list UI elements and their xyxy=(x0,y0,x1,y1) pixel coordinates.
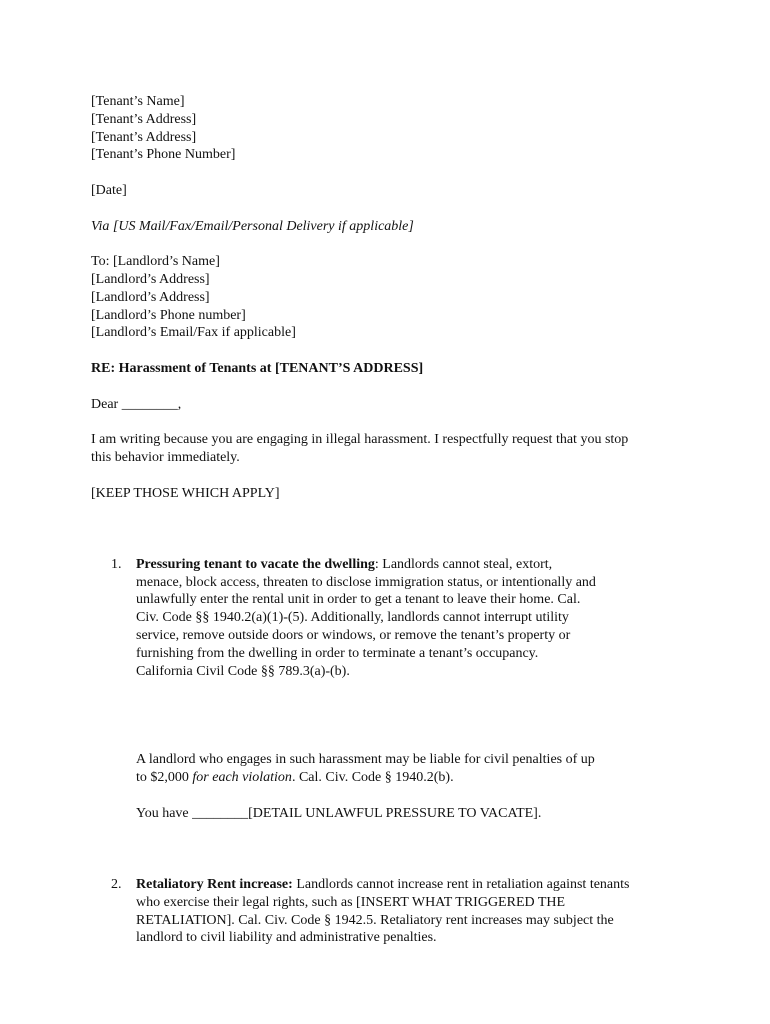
item-text-line: menace, block access, threaten to disclose immigration status, or intentionally and xyxy=(136,574,596,590)
letter-date: [Date] xyxy=(91,182,127,198)
item-text-line: who exercise their legal rights, such as [INSERT WHAT TRIGGERED THE xyxy=(136,894,566,910)
list-item-pressure-to-vacate xyxy=(91,556,681,681)
detail-paragraph xyxy=(91,805,656,823)
tenant-phone: [Tenant’s Phone Number] xyxy=(91,147,236,163)
salutation: Dear ________, xyxy=(91,396,182,412)
list-item-retaliatory-rent xyxy=(91,876,681,947)
intro-paragraph xyxy=(91,431,691,467)
penalty-paragraph xyxy=(91,751,656,787)
item-text-line: furnishing from the dwelling in order to terminate a tenant’s occupancy. xyxy=(136,645,539,661)
item-text: : Landlords cannot steal, extort, xyxy=(374,556,553,572)
landlord-address-line: [Landlord’s Address] xyxy=(91,289,210,305)
tenant-name: [Tenant’s Name] xyxy=(91,94,185,109)
list-number: 2. xyxy=(111,877,122,893)
delivery-method: Via [US Mail/Fax/Email/Personal Delivery if applicable] xyxy=(91,218,414,234)
landlord-email-fax: [Landlord’s Email/Fax if applicable] xyxy=(91,325,296,341)
item-heading: Retaliatory Rent increase: xyxy=(136,877,293,893)
subject-line: RE: Harassment of Tenants at [TENANT’S ADDRESS] xyxy=(91,360,424,376)
penalty-line: A landlord who engages in such harassment may be liable for civil penalties of up xyxy=(136,752,595,768)
item-text-line: unlawfully enter the rental unit in order to get a tenant to leave their home. Cal. xyxy=(136,592,581,608)
intro-line: I am writing because you are engaging in illegal harassment. I respectfully request that you stop xyxy=(91,432,629,448)
list-number: 1. xyxy=(111,556,122,572)
letter-page xyxy=(91,93,691,947)
penalty-text: to $2,000 xyxy=(136,770,193,786)
item-text-line: California Civil Code §§ 789.3(a)-(b). xyxy=(136,663,350,679)
intro-line: this behavior immediately. xyxy=(91,449,240,465)
penalty-emphasis: for each violation xyxy=(192,770,292,786)
item-heading: Pressuring tenant to vacate the dwelling xyxy=(136,556,375,572)
landlord-name: To: [Landlord’s Name] xyxy=(91,254,220,270)
landlord-address-block xyxy=(91,253,691,342)
item-text-line: RETALIATION]. Cal. Civ. Code § 1942.5. Retaliatory rent increases may subject the xyxy=(136,912,614,928)
tenant-address-block xyxy=(91,93,691,164)
item-text-line: Civ. Code §§ 1940.2(a)(1)-(5). Additionally, landlords cannot interrupt utility xyxy=(136,610,569,626)
item-text: Landlords cannot increase rent in retaliation against tenants xyxy=(292,877,630,893)
landlord-phone: [Landlord’s Phone number] xyxy=(91,307,246,323)
landlord-address-line: [Landlord’s Address] xyxy=(91,271,210,287)
instruction-note: [KEEP THOSE WHICH APPLY] xyxy=(91,485,280,501)
item-text-line: service, remove outside doors or windows, or remove the tenant’s property or xyxy=(136,627,571,643)
tenant-address-line: [Tenant’s Address] xyxy=(91,111,197,127)
item-text-line: landlord to civil liability and administrative penalties. xyxy=(136,930,437,946)
tenant-address-line: [Tenant’s Address] xyxy=(91,129,197,145)
penalty-citation: . Cal. Civ. Code § 1940.2(b). xyxy=(291,770,454,786)
detail-line: You have ________[DETAIL UNLAWFUL PRESSURE TO VACATE]. xyxy=(136,805,542,821)
